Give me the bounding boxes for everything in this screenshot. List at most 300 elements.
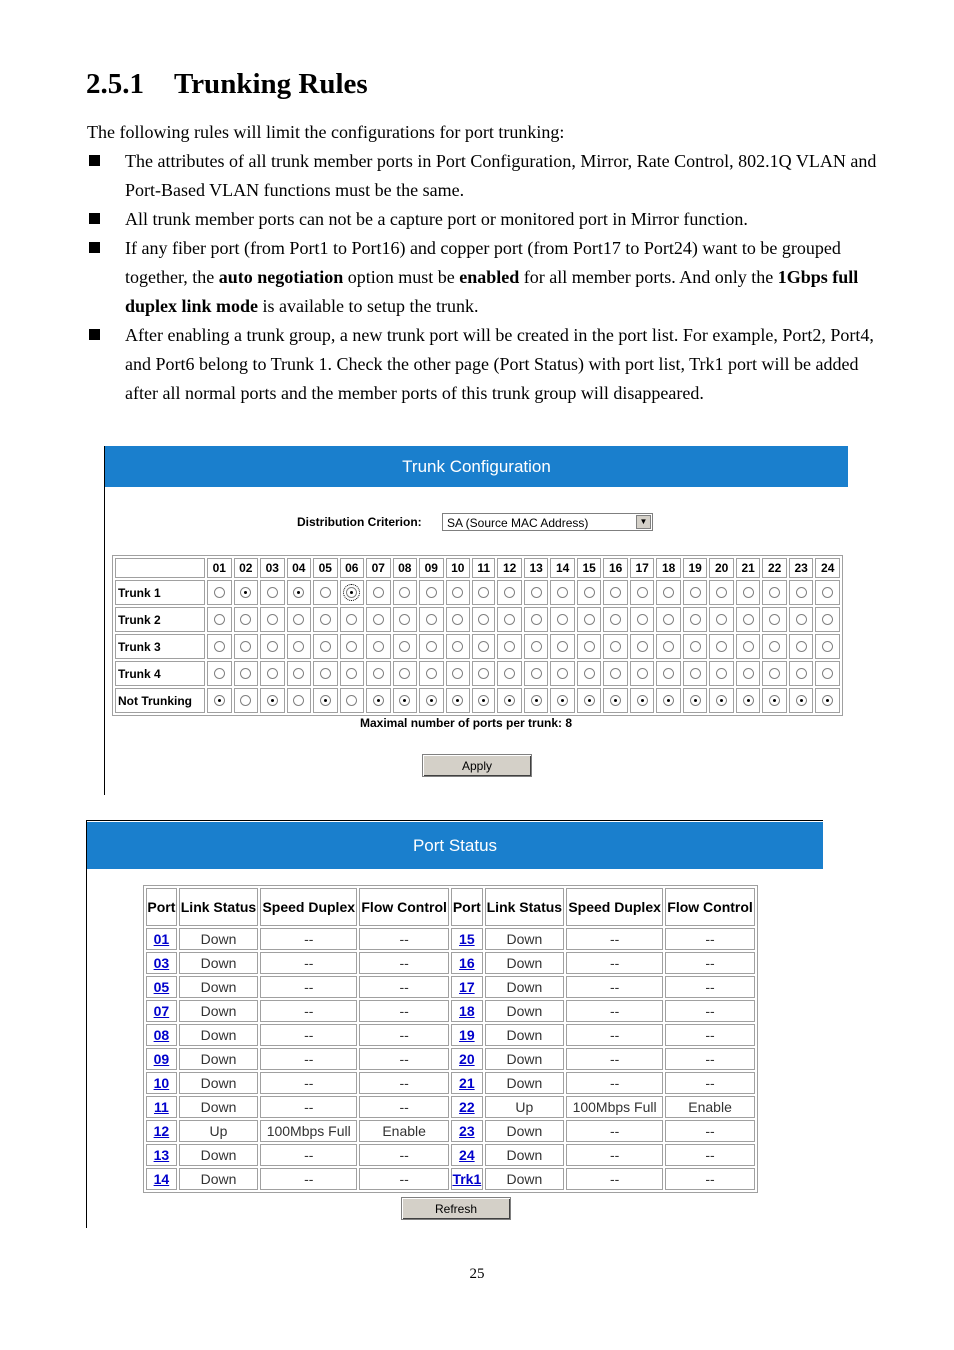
radio-cell bbox=[550, 580, 575, 605]
trunk-radio[interactable] bbox=[610, 695, 621, 706]
trunk-radio[interactable] bbox=[452, 695, 463, 706]
status-cell-speed: -- bbox=[260, 1024, 357, 1046]
trunk-radio[interactable] bbox=[399, 614, 410, 625]
radio-cell bbox=[313, 607, 338, 632]
trunk-radio[interactable] bbox=[663, 614, 674, 625]
trunk-radio[interactable] bbox=[426, 587, 437, 598]
radio-cell bbox=[683, 634, 708, 659]
status-column-header: Link Status bbox=[485, 888, 564, 926]
radio-cell bbox=[656, 607, 681, 632]
trunk-radio[interactable] bbox=[214, 695, 225, 706]
rule-emphasis: 1Gbps full duplex link mode bbox=[125, 267, 859, 316]
distribution-criterion-select[interactable] bbox=[442, 513, 653, 531]
trunk-radio[interactable] bbox=[267, 587, 278, 598]
radio-cell bbox=[815, 688, 840, 713]
status-cell-speed: -- bbox=[566, 1168, 663, 1190]
port-link[interactable]: 21 bbox=[451, 1072, 483, 1094]
trunk-radio[interactable] bbox=[293, 614, 304, 625]
trunk-radio[interactable] bbox=[557, 641, 568, 652]
radio-cell bbox=[366, 688, 391, 713]
table-row bbox=[146, 976, 755, 998]
trunk-panel-border bbox=[104, 446, 105, 795]
chevron-down-icon[interactable]: ▼ bbox=[636, 515, 651, 529]
radio-cell bbox=[524, 607, 549, 632]
trunk-radio[interactable] bbox=[796, 695, 807, 706]
status-cell-link: Down bbox=[179, 1072, 258, 1094]
trunk-radio[interactable] bbox=[663, 668, 674, 679]
port-link[interactable]: 10 bbox=[146, 1072, 177, 1094]
radio-cell bbox=[207, 661, 232, 686]
port-column-header: 16 bbox=[603, 558, 628, 578]
trunk-radio[interactable] bbox=[822, 587, 833, 598]
trunk-radio[interactable] bbox=[716, 614, 727, 625]
port-column-header: 07 bbox=[366, 558, 391, 578]
section-heading bbox=[86, 68, 368, 101]
port-column-header: 24 bbox=[815, 558, 840, 578]
status-cell-link: Down bbox=[485, 1144, 564, 1166]
trunk-radio[interactable] bbox=[584, 641, 595, 652]
trunk-radio[interactable] bbox=[557, 695, 568, 706]
trunk-radio[interactable] bbox=[240, 695, 251, 706]
trunk-radio[interactable] bbox=[637, 587, 648, 598]
port-link[interactable]: 22 bbox=[451, 1096, 483, 1118]
radio-cell bbox=[736, 607, 761, 632]
rule-text bbox=[125, 147, 877, 205]
trunk-radio[interactable] bbox=[478, 641, 489, 652]
radio-cell bbox=[260, 607, 285, 632]
trunk-radio[interactable] bbox=[214, 614, 225, 625]
status-cell-link: Down bbox=[485, 1168, 564, 1190]
trunk-radio[interactable] bbox=[504, 614, 515, 625]
trunk-radio[interactable] bbox=[346, 695, 357, 706]
port-link[interactable]: 12 bbox=[146, 1120, 177, 1142]
radio-cell bbox=[419, 580, 444, 605]
port-column-header: 15 bbox=[577, 558, 602, 578]
trunk-radio[interactable] bbox=[399, 668, 410, 679]
radio-cell bbox=[577, 661, 602, 686]
status-cell-link: Down bbox=[485, 1000, 564, 1022]
port-link[interactable]: 08 bbox=[146, 1024, 177, 1046]
rule-fragment: All trunk member ports can not be a capture port or monitored port in Mirror function. bbox=[125, 209, 748, 229]
trunk-radio[interactable] bbox=[267, 695, 278, 706]
trunk-radio[interactable] bbox=[584, 614, 595, 625]
status-cell-link: Down bbox=[485, 952, 564, 974]
trunk-radio[interactable] bbox=[690, 668, 701, 679]
trunk-radio[interactable] bbox=[240, 587, 251, 598]
radio-cell bbox=[287, 688, 312, 713]
trunk-radio[interactable] bbox=[240, 668, 251, 679]
radio-cell bbox=[630, 634, 655, 659]
trunk-radio[interactable] bbox=[822, 668, 833, 679]
radio-cell bbox=[762, 607, 787, 632]
radio-cell bbox=[577, 607, 602, 632]
radio-cell bbox=[789, 688, 814, 713]
trunk-radio[interactable] bbox=[346, 614, 357, 625]
trunk-radio[interactable] bbox=[610, 668, 621, 679]
port-column-header: 20 bbox=[709, 558, 734, 578]
trunk-config-title: Trunk Configuration bbox=[402, 456, 551, 476]
radio-cell bbox=[446, 661, 471, 686]
table-row bbox=[146, 1048, 755, 1070]
port-link[interactable]: 13 bbox=[146, 1144, 177, 1166]
trunk-radio[interactable] bbox=[822, 641, 833, 652]
port-link[interactable]: 20 bbox=[451, 1048, 483, 1070]
status-cell-flow: -- bbox=[359, 976, 449, 998]
trunk-radio[interactable] bbox=[690, 641, 701, 652]
status-cell-speed: -- bbox=[260, 952, 357, 974]
port-column-header: 05 bbox=[313, 558, 338, 578]
trunk-radio[interactable] bbox=[320, 587, 331, 598]
trunk-radio[interactable] bbox=[214, 587, 225, 598]
trunk-radio[interactable] bbox=[478, 695, 489, 706]
trunk-radio[interactable] bbox=[796, 614, 807, 625]
port-link[interactable]: 18 bbox=[451, 1000, 483, 1022]
radio-cell bbox=[736, 580, 761, 605]
status-cell-flow: -- bbox=[359, 1072, 449, 1094]
trunk-row bbox=[115, 688, 840, 713]
radio-cell bbox=[789, 580, 814, 605]
status-column-header: Port bbox=[451, 888, 483, 926]
trunk-radio[interactable] bbox=[373, 641, 384, 652]
radio-cell bbox=[603, 607, 628, 632]
port-column-header: 11 bbox=[472, 558, 495, 578]
radio-cell bbox=[762, 688, 787, 713]
trunk-radio[interactable] bbox=[240, 614, 251, 625]
trunk-radio[interactable] bbox=[531, 614, 542, 625]
radio-cell bbox=[497, 580, 522, 605]
port-link[interactable]: 19 bbox=[451, 1024, 483, 1046]
status-cell-link: Down bbox=[485, 1072, 564, 1094]
port-link[interactable]: 24 bbox=[451, 1144, 483, 1166]
trunk-radio[interactable] bbox=[504, 587, 515, 598]
rule-item bbox=[87, 147, 877, 205]
radio-cell bbox=[207, 607, 232, 632]
status-panel-border bbox=[86, 820, 87, 1228]
radio-cell bbox=[313, 661, 338, 686]
radio-cell bbox=[709, 634, 734, 659]
status-cell-speed: 100Mbps Full bbox=[566, 1096, 663, 1118]
trunk-radio[interactable] bbox=[637, 668, 648, 679]
rules-list bbox=[87, 147, 877, 408]
trunk-radio[interactable] bbox=[373, 614, 384, 625]
status-cell-link: Up bbox=[485, 1096, 564, 1118]
trunk-radio[interactable] bbox=[293, 641, 304, 652]
port-column-header: 21 bbox=[736, 558, 761, 578]
section-title: Trunking Rules bbox=[174, 68, 368, 100]
trunk-radio[interactable] bbox=[399, 695, 410, 706]
trunk-radio[interactable] bbox=[531, 668, 542, 679]
radio-cell bbox=[260, 688, 285, 713]
status-cell-link: Down bbox=[485, 976, 564, 998]
status-cell-speed: -- bbox=[260, 976, 357, 998]
table-row bbox=[146, 1096, 755, 1118]
trunk-radio[interactable] bbox=[293, 587, 304, 598]
status-cell-flow: -- bbox=[665, 1048, 755, 1070]
trunk-radio[interactable] bbox=[504, 641, 515, 652]
radio-cell bbox=[207, 688, 232, 713]
radio-cell bbox=[524, 688, 549, 713]
port-link[interactable]: 07 bbox=[146, 1000, 177, 1022]
trunk-radio[interactable] bbox=[214, 668, 225, 679]
trunk-radio[interactable] bbox=[531, 587, 542, 598]
trunk-radio[interactable] bbox=[584, 668, 595, 679]
trunk-radio[interactable] bbox=[452, 641, 463, 652]
status-cell-link: Down bbox=[179, 1000, 258, 1022]
trunk-radio[interactable] bbox=[373, 587, 384, 598]
trunk-radio[interactable] bbox=[504, 668, 515, 679]
status-cell-flow: -- bbox=[359, 1096, 449, 1118]
rule-fragment: option must be bbox=[343, 267, 460, 287]
radio-cell bbox=[366, 580, 391, 605]
trunk-radio[interactable] bbox=[743, 614, 754, 625]
trunk-radio[interactable] bbox=[743, 695, 754, 706]
status-cell-link: Down bbox=[485, 1120, 564, 1142]
radio-cell bbox=[446, 634, 471, 659]
trunk-radio[interactable] bbox=[346, 641, 357, 652]
port-link[interactable]: 05 bbox=[146, 976, 177, 998]
radio-cell bbox=[789, 661, 814, 686]
radio-cell bbox=[446, 688, 471, 713]
port-link[interactable]: 11 bbox=[146, 1096, 177, 1118]
trunk-radio[interactable] bbox=[452, 614, 463, 625]
trunk-radio[interactable] bbox=[796, 668, 807, 679]
trunk-radio[interactable] bbox=[610, 587, 621, 598]
apply-button[interactable]: Apply bbox=[422, 754, 532, 777]
trunk-radio[interactable] bbox=[320, 668, 331, 679]
radio-cell bbox=[340, 634, 365, 659]
intro-paragraph: The following rules will limit the configurations for port trunking: bbox=[87, 122, 565, 142]
port-link[interactable]: Trk1 bbox=[451, 1168, 483, 1190]
trunk-radio[interactable] bbox=[557, 668, 568, 679]
status-cell-flow: -- bbox=[665, 1072, 755, 1094]
distribution-criterion-value: SA (Source MAC Address) bbox=[447, 516, 589, 530]
radio-cell bbox=[762, 580, 787, 605]
trunk-radio[interactable] bbox=[531, 641, 542, 652]
port-status-table bbox=[143, 885, 758, 1193]
status-cell-flow: -- bbox=[359, 1024, 449, 1046]
trunk-radio[interactable] bbox=[769, 587, 780, 598]
trunk-radio[interactable] bbox=[426, 668, 437, 679]
radio-cell bbox=[287, 661, 312, 686]
status-cell-flow: -- bbox=[665, 1000, 755, 1022]
trunk-radio[interactable] bbox=[743, 668, 754, 679]
trunk-radio[interactable] bbox=[743, 641, 754, 652]
radio-cell bbox=[736, 661, 761, 686]
rule-text bbox=[125, 321, 877, 408]
trunk-radio[interactable] bbox=[373, 668, 384, 679]
trunk-radio[interactable] bbox=[373, 695, 384, 706]
status-cell-speed: -- bbox=[566, 1048, 663, 1070]
trunk-radio[interactable] bbox=[504, 695, 515, 706]
radio-cell bbox=[577, 688, 602, 713]
radio-cell bbox=[815, 580, 840, 605]
square-bullet-icon bbox=[89, 242, 100, 253]
status-column-header: Port bbox=[146, 888, 177, 926]
trunk-radio[interactable] bbox=[531, 695, 542, 706]
status-cell-link: Down bbox=[485, 1048, 564, 1070]
port-column-header: 23 bbox=[789, 558, 814, 578]
trunk-radio[interactable] bbox=[769, 668, 780, 679]
port-link[interactable]: 16 bbox=[451, 952, 483, 974]
radio-cell bbox=[497, 661, 522, 686]
trunk-radio[interactable] bbox=[796, 641, 807, 652]
trunk-radio[interactable] bbox=[637, 695, 648, 706]
trunk-radio[interactable] bbox=[584, 587, 595, 598]
port-link[interactable]: 03 bbox=[146, 952, 177, 974]
port-link[interactable]: 15 bbox=[451, 928, 483, 950]
trunk-radio[interactable] bbox=[426, 641, 437, 652]
trunk-radio[interactable] bbox=[426, 614, 437, 625]
trunk-radio[interactable] bbox=[663, 587, 674, 598]
trunk-radio[interactable] bbox=[637, 614, 648, 625]
status-cell-link: Up bbox=[179, 1120, 258, 1142]
rule-item bbox=[87, 205, 877, 234]
radio-cell bbox=[340, 661, 365, 686]
status-column-header: Link Status bbox=[179, 888, 258, 926]
trunk-radio[interactable] bbox=[399, 587, 410, 598]
radio-cell bbox=[260, 661, 285, 686]
radio-cell bbox=[366, 607, 391, 632]
page-number: 25 bbox=[469, 1266, 485, 1282]
trunk-radio[interactable] bbox=[584, 695, 595, 706]
trunk-radio[interactable] bbox=[452, 668, 463, 679]
port-link[interactable]: 01 bbox=[146, 928, 177, 950]
trunk-radio[interactable] bbox=[293, 695, 304, 706]
trunk-radio[interactable] bbox=[716, 695, 727, 706]
radio-cell bbox=[736, 688, 761, 713]
radio-cell bbox=[340, 580, 365, 605]
status-cell-flow: -- bbox=[665, 1120, 755, 1142]
port-column-header: 02 bbox=[234, 558, 259, 578]
trunk-radio[interactable] bbox=[690, 695, 701, 706]
port-link[interactable]: 14 bbox=[146, 1168, 177, 1190]
trunk-radio[interactable] bbox=[267, 641, 278, 652]
status-cell-speed: -- bbox=[260, 1144, 357, 1166]
trunk-radio[interactable] bbox=[716, 587, 727, 598]
trunk-row bbox=[115, 580, 840, 605]
table-row bbox=[146, 928, 755, 950]
trunk-radio[interactable] bbox=[214, 641, 225, 652]
radio-cell bbox=[762, 661, 787, 686]
radio-cell bbox=[419, 607, 444, 632]
trunk-radio[interactable] bbox=[610, 614, 621, 625]
grid-corner bbox=[115, 558, 205, 578]
trunk-radio[interactable] bbox=[478, 614, 489, 625]
refresh-button[interactable]: Refresh bbox=[401, 1197, 511, 1220]
trunk-radio[interactable] bbox=[822, 614, 833, 625]
trunk-radio[interactable] bbox=[267, 614, 278, 625]
trunk-radio[interactable] bbox=[716, 641, 727, 652]
trunk-radio[interactable] bbox=[769, 695, 780, 706]
port-column-header: 17 bbox=[630, 558, 655, 578]
radio-cell bbox=[234, 634, 259, 659]
status-cell-link: Down bbox=[179, 1168, 258, 1190]
port-column-header: 06 bbox=[340, 558, 365, 578]
radio-cell bbox=[683, 688, 708, 713]
trunk-radio[interactable] bbox=[320, 695, 331, 706]
status-cell-speed: -- bbox=[566, 976, 663, 998]
trunk-radio[interactable] bbox=[690, 614, 701, 625]
trunk-radio[interactable] bbox=[320, 641, 331, 652]
port-column-header: 10 bbox=[446, 558, 471, 578]
trunk-radio[interactable] bbox=[346, 587, 357, 598]
trunk-radio[interactable] bbox=[769, 641, 780, 652]
trunk-radio[interactable] bbox=[637, 641, 648, 652]
table-row bbox=[146, 1024, 755, 1046]
rule-emphasis: auto negotiation bbox=[218, 267, 344, 287]
trunk-radio[interactable] bbox=[240, 641, 251, 652]
status-column-header: Speed Duplex bbox=[566, 888, 663, 926]
radio-cell bbox=[393, 661, 418, 686]
rule-fragment: After enabling a trunk group, a new trunk port will be created in the port list. For example, Port2, Port4, and Port6 belong to Trunk 1. Check the other page (Port Status) with port list, Trk1 port will be added after all normal ports and the member ports of this trunk group will disappeared. bbox=[125, 325, 874, 403]
square-bullet-icon bbox=[89, 155, 100, 166]
radio-cell bbox=[313, 688, 338, 713]
port-status-title: Port Status bbox=[412, 835, 498, 855]
radio-cell bbox=[234, 688, 259, 713]
trunk-row bbox=[115, 634, 840, 659]
trunk-row-label: Not Trunking bbox=[115, 688, 205, 713]
trunk-radio[interactable] bbox=[822, 695, 833, 706]
trunk-radio[interactable] bbox=[320, 614, 331, 625]
status-cell-flow: -- bbox=[665, 1144, 755, 1166]
port-link[interactable]: 23 bbox=[451, 1120, 483, 1142]
trunk-radio[interactable] bbox=[690, 587, 701, 598]
trunk-radio[interactable] bbox=[743, 587, 754, 598]
port-link[interactable]: 09 bbox=[146, 1048, 177, 1070]
radio-cell bbox=[472, 688, 495, 713]
status-cell-link: Down bbox=[179, 976, 258, 998]
radio-cell bbox=[630, 607, 655, 632]
trunk-radio[interactable] bbox=[293, 668, 304, 679]
radio-cell bbox=[313, 580, 338, 605]
trunk-radio[interactable] bbox=[399, 641, 410, 652]
trunk-radio[interactable] bbox=[557, 587, 568, 598]
trunk-radio[interactable] bbox=[557, 614, 568, 625]
trunk-radio[interactable] bbox=[663, 695, 674, 706]
table-row bbox=[146, 1168, 755, 1190]
trunk-radio[interactable] bbox=[478, 668, 489, 679]
status-cell-link: Down bbox=[179, 1096, 258, 1118]
trunk-radio[interactable] bbox=[267, 668, 278, 679]
port-link[interactable]: 17 bbox=[451, 976, 483, 998]
status-column-header: Flow Control bbox=[359, 888, 449, 926]
trunk-radio[interactable] bbox=[610, 641, 621, 652]
table-row bbox=[146, 1072, 755, 1094]
radio-cell bbox=[260, 580, 285, 605]
trunk-radio[interactable] bbox=[663, 641, 674, 652]
radio-cell bbox=[419, 634, 444, 659]
radio-cell bbox=[815, 607, 840, 632]
rule-fragment: The attributes of all trunk member ports in Port Configuration, Mirror, Rate Control, 802.1Q VLAN and Port-Based VLAN functions must be the same. bbox=[125, 151, 877, 200]
trunk-radio[interactable] bbox=[716, 668, 727, 679]
trunk-radio[interactable] bbox=[452, 587, 463, 598]
port-column-header: 04 bbox=[287, 558, 312, 578]
status-cell-speed: -- bbox=[260, 1168, 357, 1190]
trunk-radio[interactable] bbox=[426, 695, 437, 706]
radio-cell bbox=[815, 634, 840, 659]
radio-cell bbox=[630, 688, 655, 713]
radio-cell bbox=[287, 607, 312, 632]
trunk-radio[interactable] bbox=[346, 668, 357, 679]
radio-cell bbox=[656, 688, 681, 713]
trunk-radio[interactable] bbox=[478, 587, 489, 598]
radio-cell bbox=[603, 688, 628, 713]
port-column-header: 14 bbox=[550, 558, 575, 578]
trunk-radio[interactable] bbox=[796, 587, 807, 598]
trunk-row-label: Trunk 1 bbox=[115, 580, 205, 605]
trunk-radio[interactable] bbox=[769, 614, 780, 625]
trunk-row bbox=[115, 661, 840, 686]
